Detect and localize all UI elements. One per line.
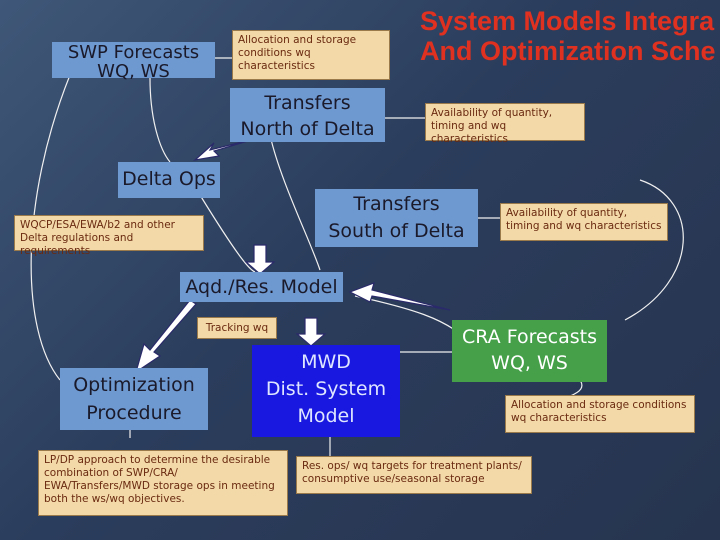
res-ops-note: Res. ops/ wq targets for treatment plants/ consumptive use/seasonal storage	[296, 456, 532, 494]
transfers-south-line-2: South of Delta	[328, 220, 465, 242]
swp-forecasts-box	[52, 42, 215, 82]
mwd-line-2: Dist. System	[265, 378, 387, 400]
cra-forecasts-line-1: CRA Forecasts	[461, 326, 598, 348]
arrow-down-aqd	[246, 245, 274, 274]
title	[420, 6, 720, 66]
swp-forecasts-line-2: WQ, WS	[97, 61, 170, 82]
tracking-wq-note: Tracking wq	[197, 317, 277, 339]
transfers-south-line-1: Transfers	[353, 193, 440, 215]
allocation-cra-note: Allocation and storage conditions wq characteristics	[505, 395, 695, 433]
aqd-res-model-box: Aqd./Res. Model	[180, 272, 343, 302]
mwd-line-3: Model	[297, 405, 355, 427]
swp-delta-line	[150, 78, 170, 162]
lp-dp-note: LP/DP approach to determine the desirable combination of SWP/CRA/ EWA/Transfers/MWD storage ops in meeting both the ws/wq objectives.	[38, 450, 288, 516]
arrow-down-mwd	[297, 318, 325, 346]
title-line-2: And Optimization Sche	[420, 36, 716, 66]
transfers-north-line-2: North of Delta	[240, 118, 375, 140]
mwd-line-1: MWD	[301, 351, 351, 373]
arrow-aqd-optimization	[136, 300, 196, 372]
transfers-south-box	[315, 189, 478, 247]
optimization-line-2: Procedure	[86, 402, 182, 424]
mwd-model-box	[252, 345, 400, 437]
cra-forecasts-line-2: WQ, WS	[491, 352, 568, 374]
right-arc-line	[625, 180, 683, 320]
title-line-1: System Models Integra	[420, 6, 715, 36]
optimization-procedure-box	[60, 368, 208, 430]
arrow-cra-aqd	[350, 283, 450, 310]
optimization-line-1: Optimization	[73, 374, 195, 396]
cra-forecasts-box	[452, 320, 607, 382]
delta-aqd-line	[200, 195, 255, 272]
delta-ops-box: Delta Ops	[118, 162, 220, 198]
allocation-north-note: Allocation and storage conditions wq characteristics	[232, 30, 390, 80]
transfers-north-line-1: Transfers	[264, 92, 351, 114]
availability-south-note: Availability of quantity, timing and wq characteristics	[500, 203, 668, 241]
transfers-aqd-line	[270, 135, 320, 270]
availability-north-note: Availability of quantity, timing and wq characteristics	[425, 103, 585, 141]
transfers-north-box	[230, 88, 385, 142]
swp-forecasts-line-1: SWP Forecasts	[67, 42, 200, 63]
delta-regulations-note: WQCP/ESA/EWA/b2 and other Delta regulations and requirements	[14, 215, 204, 251]
